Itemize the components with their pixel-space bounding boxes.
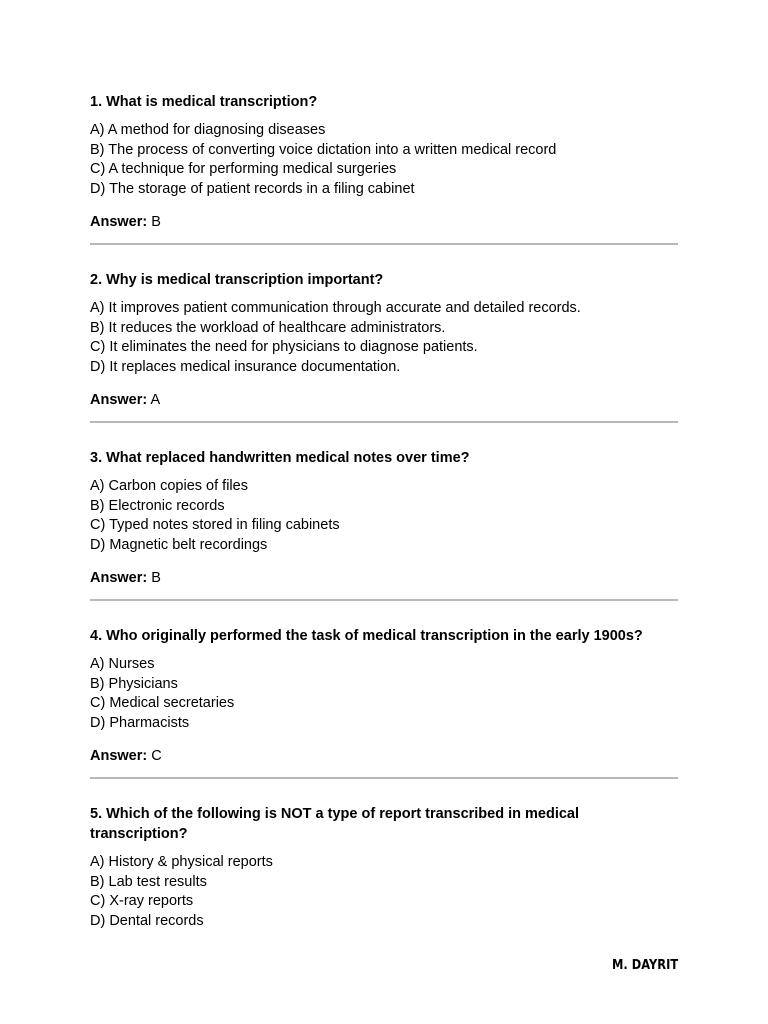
option-a: A) History & physical reports	[90, 854, 273, 870]
option-b: B) The process of converting voice dictation into a written medical record	[90, 141, 557, 158]
answer-line	[90, 568, 678, 588]
option-list	[90, 853, 678, 931]
question-4	[90, 626, 678, 766]
answer-line	[90, 212, 678, 232]
option-list	[90, 121, 678, 199]
question-5	[90, 804, 678, 931]
option-c: C) Medical secretaries	[90, 695, 235, 711]
option-d: D) Dental records	[90, 912, 204, 929]
option-d: D) Magnetic belt recordings	[90, 536, 268, 553]
option-b: B) Electronic records	[90, 497, 225, 514]
answer-value: B	[151, 570, 161, 586]
option-b: B) It reduces the workload of healthcare administrators.	[90, 319, 446, 336]
answer-label: Answer:	[90, 570, 148, 586]
option-c: C) A technique for performing medical surgeries	[90, 161, 397, 177]
divider	[90, 777, 678, 779]
answer-value: C	[151, 748, 162, 764]
option-d: D) The storage of patient records in a filing cabinet	[90, 180, 415, 197]
question-title: 4. Who originally performed the task of medical transcription in the early 1900s?	[90, 628, 643, 644]
option-list	[90, 655, 678, 733]
option-d: D) Pharmacists	[90, 714, 190, 731]
question-2	[90, 270, 678, 410]
question-title: 1. What is medical transcription?	[90, 94, 318, 110]
divider	[90, 243, 678, 245]
answer-value: B	[151, 214, 161, 230]
divider	[90, 599, 678, 601]
divider	[90, 421, 678, 423]
answer-label: Answer:	[90, 392, 148, 408]
option-a: A) Nurses	[90, 656, 155, 672]
option-list	[90, 477, 678, 555]
question-1	[90, 92, 678, 232]
option-b: B) Physicians	[90, 675, 178, 692]
option-a: A) Carbon copies of files	[90, 478, 248, 494]
question-3	[90, 448, 678, 588]
answer-label: Answer:	[90, 214, 148, 230]
option-c: C) Typed notes stored in filing cabinets	[90, 517, 340, 533]
question-title: 2. Why is medical transcription important?	[90, 272, 384, 288]
option-d: D) It replaces medical insurance documentation.	[90, 358, 401, 375]
quiz-page	[90, 92, 678, 931]
option-c: C) It eliminates the need for physicians to diagnose patients.	[90, 339, 478, 355]
option-a: A) A method for diagnosing diseases	[90, 122, 326, 138]
answer-line	[90, 746, 678, 766]
question-title: 3. What replaced handwritten medical notes over time?	[90, 450, 470, 466]
option-c: C) X-ray reports	[90, 893, 194, 909]
option-a: A) It improves patient communication through accurate and detailed records.	[90, 300, 581, 316]
question-title: 5. Which of the following is NOT a type of report transcribed in medical transcription?	[90, 806, 580, 842]
option-b: B) Lab test results	[90, 873, 207, 890]
answer-line	[90, 390, 678, 410]
answer-label: Answer:	[90, 748, 148, 764]
author-signature: M. DAYRIT	[611, 958, 678, 973]
answer-value: A	[150, 392, 161, 408]
option-list	[90, 299, 678, 377]
